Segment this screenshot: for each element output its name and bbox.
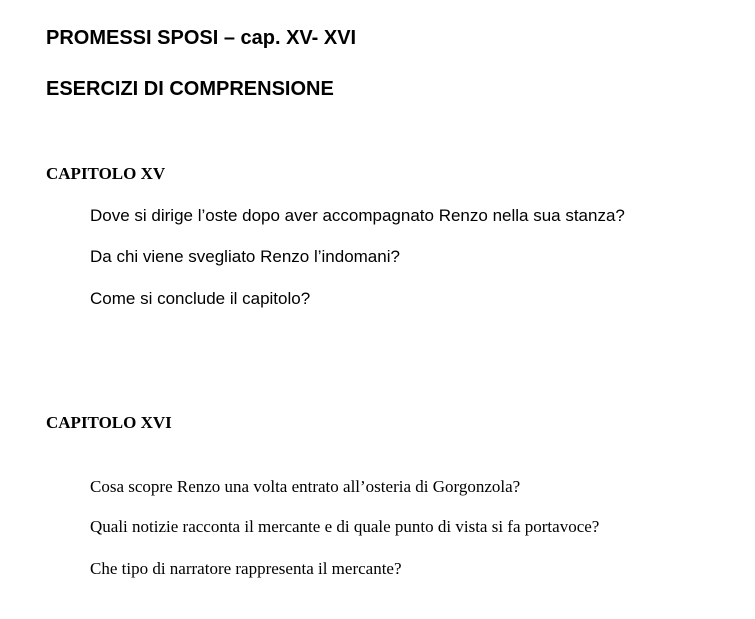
- question-item: Quali notizie racconta il mercante e di quale punto di vista si fa portavoce?: [90, 517, 600, 536]
- section-heading-capitolo-xv: CAPITOLO XV: [46, 164, 166, 183]
- question-item: Cosa scopre Renzo una volta entrato all’osteria di Gorgonzola?: [90, 477, 521, 496]
- document-subtitle: ESERCIZI DI COMPRENSIONE: [46, 78, 334, 100]
- question-item: Come si conclude il capitolo?: [90, 289, 311, 308]
- section-heading-capitolo-xvi: CAPITOLO XVI: [46, 413, 172, 432]
- question-item: Che tipo di narratore rappresenta il mercante?: [90, 559, 402, 578]
- question-item: Da chi viene svegliato Renzo l’indomani?: [90, 247, 400, 266]
- document-title: PROMESSI SPOSI – cap. XV- XVI: [46, 27, 357, 49]
- question-item: Dove si dirige l’oste dopo aver accompagnato Renzo nella sua stanza?: [90, 206, 625, 225]
